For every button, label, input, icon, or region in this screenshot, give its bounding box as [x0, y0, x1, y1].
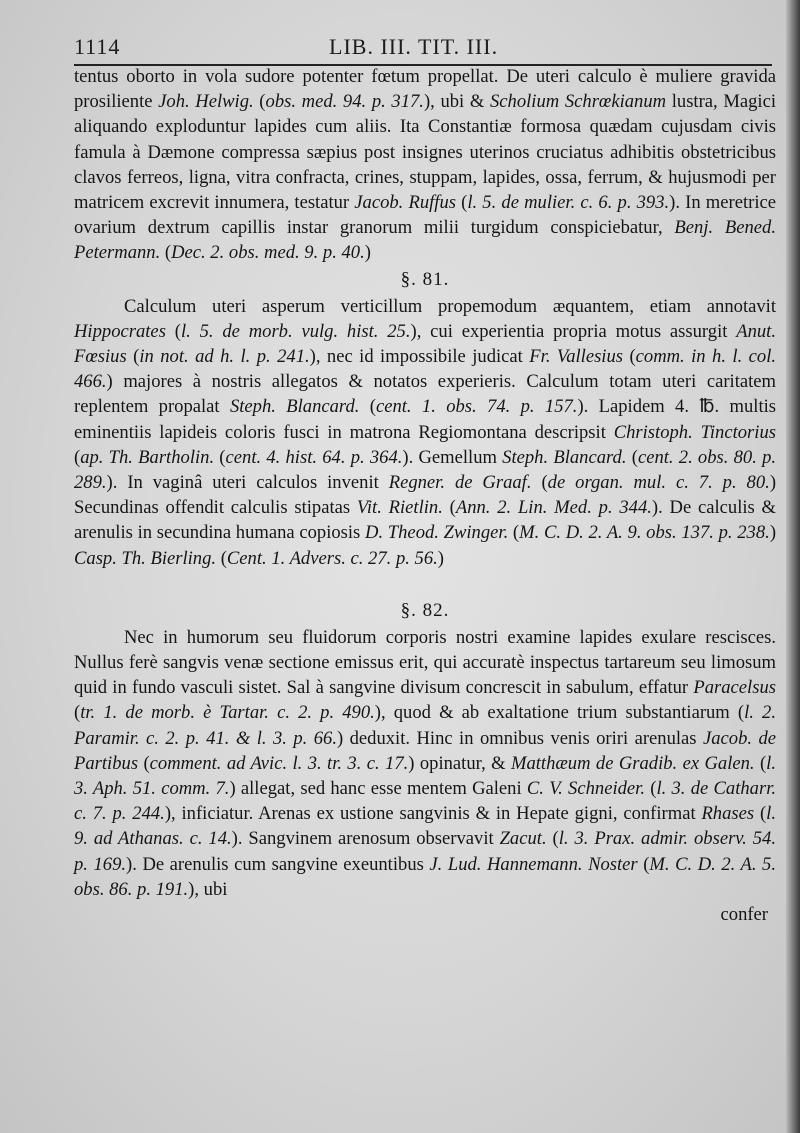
body-text: ( [216, 547, 227, 569]
body-text: ) [364, 242, 371, 264]
body-text: ( [74, 702, 81, 724]
citation-text: M. C. D. 2. A. 5. obs. 86. p. 191. [74, 853, 777, 900]
body-text: ), nec id impossibile judicat [309, 346, 530, 368]
body-text: ( [214, 446, 226, 468]
section-82-paragraph [74, 625, 776, 902]
body-text: ( [546, 828, 559, 850]
body-text: ). Lapidem 4. ℔. multis eminentiis lapideis coloris fusci in matrona Regiomontana descripsit [74, 396, 777, 443]
paragraph-continued [74, 64, 776, 266]
citation-text: Casp. Th. Bierling. [74, 547, 217, 569]
citation-text: cent. 4. hist. 64. p. 364. [225, 446, 403, 468]
citation-text: Regner. de Graaf. [388, 472, 532, 494]
citation-text: cent. 1. obs. 74. p. 157. [375, 396, 578, 418]
body-text: ). Sangvinem arenosum observavit [231, 828, 500, 850]
citation-text: Joh. Helwig. [158, 91, 254, 113]
body-text: ), quod & ab exaltatione trium substantiarum ( [374, 702, 745, 724]
section-81-heading: §. 81. [400, 268, 450, 290]
body-text: ). In meretrice ovarium dextrum capillis instar granorum milii turgidum conspiciebatur, [74, 192, 776, 239]
body-text: ( [74, 446, 81, 468]
body-text: lustra, Magici aliquando exploduntur lapides cum aliis. Ita Constantiæ formosa quædam cujusdam civis famula à Dæmone compressa sæpius post insignes uterinos cruciatus adhibitis obstetricibus clavos ferreos, ligna, vitra confracta, crines, stuppam, lapides, ossa, ferrum, & hujusmodi per matricem excrevit innumera, testatur [74, 91, 777, 214]
citation-text: comm. in h. l. col. 466. [74, 346, 777, 393]
body-text: tentus oborto in vola sudore potenter fœtum propellat. De uteri calculo è muliere gravida prosiliente [74, 66, 776, 113]
body-text: ) deduxit. Hinc in omnibus venis oriri arenulas [336, 727, 703, 749]
citation-text: Jacob. de Partibus [74, 727, 776, 774]
citation-text: J. Lud. Hannemann. Noster [429, 853, 638, 875]
body-text: ) allegat, sed hanc esse mentem Galeni [229, 778, 527, 800]
citation-text: Steph. Blancard. [502, 446, 627, 468]
body-text: ), inficiatur. Arenas ex ustione sangvinis & in Hepate gigni, confirmat [164, 803, 702, 825]
body-text: ( [623, 346, 636, 368]
section-81-paragraph [74, 294, 776, 571]
body-text: ) majores à nostris allegatos & notatos experieris. Calculum totam uteri caritatem replentem propalat [74, 371, 776, 418]
citation-text: Hippocrates [74, 320, 166, 342]
body-text: ( [637, 853, 650, 875]
citation-text: l. 2. Paramir. c. 2. p. 41. & l. 3. p. 66. [74, 702, 776, 749]
book-spine-shadow [786, 0, 800, 1133]
citation-text: Anut. Fœsius [74, 320, 776, 368]
body-text: ), ubi [188, 878, 228, 900]
body-text: ). De arenulis cum sangvine exeuntibus [126, 853, 430, 875]
section-82-heading: §. 82. [400, 599, 450, 621]
citation-text: de organ. mul. c. 7. p. 80. [547, 472, 770, 494]
body-text: ( [165, 320, 181, 342]
citation-text: D. Theod. Zwinger. [365, 522, 509, 544]
citation-text: C. V. Schneider. [526, 778, 645, 800]
body-text: ) opinatur, & [408, 752, 511, 774]
citation-text: l. 3. Prax. admir. observ. 54. p. 169. [74, 828, 776, 875]
citation-text: Jacob. Ruffus [354, 192, 456, 214]
body-text: ( [359, 396, 376, 418]
citation-text: Rhases [701, 803, 755, 825]
citation-text: Vit. Rietlin. [356, 497, 443, 519]
page-header [74, 34, 770, 64]
body-text: ). De calculis & arenulis in secundina humana copiosis [74, 497, 777, 544]
citation-text: Matthæum de Gradib. ex Galen. [510, 752, 755, 774]
body-text: ( [645, 778, 657, 800]
catchword: confer [720, 904, 768, 926]
citation-text: l. 3. de Catharr. c. 7. p. 244. [74, 778, 777, 825]
body-text: Calculum uteri asperum verticillum propemodum æquantem, etiam annotavit [124, 295, 776, 317]
citation-text: l. 9. ad Athanas. c. 14. [74, 803, 776, 850]
body-text: ( [754, 752, 767, 774]
citation-text: obs. med. 94. p. 317. [265, 91, 424, 113]
body-text: ( [531, 472, 548, 494]
citation-text: Dec. 2. obs. med. 9. p. 40. [171, 242, 365, 264]
citation-text: l. 5. de mulier. c. 6. p. 393. [467, 192, 670, 214]
citation-text: ap. Th. Bartholin. [80, 446, 215, 468]
body-text: ( [754, 803, 767, 825]
citation-text: l. 3. Aph. 51. comm. 7. [74, 752, 776, 800]
citation-text: tr. 1. de morb. è Tartar. c. 2. p. 490. [80, 702, 375, 724]
citation-text: l. 5. de morb. vulg. hist. 25. [180, 320, 411, 342]
running-head: LIB. III. TIT. III. [329, 34, 499, 59]
body-text: ), ubi & [423, 91, 490, 113]
body-text: ), cui experientia propria motus assurgit [410, 320, 737, 342]
citation-text: Steph. Blancard. [229, 396, 360, 418]
citation-text: Scholium Schrœkianum [490, 91, 667, 113]
body-text: ) [437, 547, 444, 569]
citation-text: Ann. 2. Lin. Med. p. 344. [455, 497, 652, 519]
body-text: ( [253, 91, 266, 113]
body-text: ) Secundinas offendit calculis stipatas [74, 472, 777, 519]
citation-text: M. C. D. 2. A. 9. obs. 137. p. 238. [519, 522, 770, 544]
citation-text: Paracelsus [693, 677, 776, 699]
citation-text: Benj. Bened. Petermann. [74, 217, 776, 264]
citation-text: in not. ad h. l. p. 241. [139, 346, 310, 368]
body-text: Nec in humorum seu fluidorum corporis nostri examine lapides exulare rescisces. Nullus ferè sangvis venæ sectione emissus erit, qui accuratè inspectus tartareum seu limosum quid in fundo vasculi sistet. Sal à sangvine divisum concrescit in sabulum, effatur [74, 626, 776, 699]
body-text: ( [160, 242, 172, 264]
body-text: ( [138, 752, 150, 774]
citation-text: Fr. Vallesius [529, 346, 624, 368]
body-text: ( [456, 192, 468, 214]
citation-text: Zacut. [499, 828, 547, 850]
body-text: ). In vaginâ uteri calculos invenit [106, 472, 389, 494]
body-text: ( [626, 446, 638, 468]
citation-text: Cent. 1. Advers. c. 27. p. 56. [226, 547, 438, 569]
page-number: 1114 [74, 34, 121, 59]
page-body [74, 64, 776, 927]
body-text: ( [508, 522, 520, 544]
citation-text: comment. ad Avic. l. 3. tr. 3. c. 17. [149, 752, 409, 774]
body-text: ). Gemellum [402, 446, 503, 468]
body-text: ( [442, 497, 456, 519]
body-text: ) [769, 522, 777, 544]
body-text: ( [126, 346, 140, 368]
citation-text: cent. 2. obs. 80. p. 289. [74, 446, 777, 494]
citation-text: Christoph. Tinctorius [613, 421, 776, 443]
